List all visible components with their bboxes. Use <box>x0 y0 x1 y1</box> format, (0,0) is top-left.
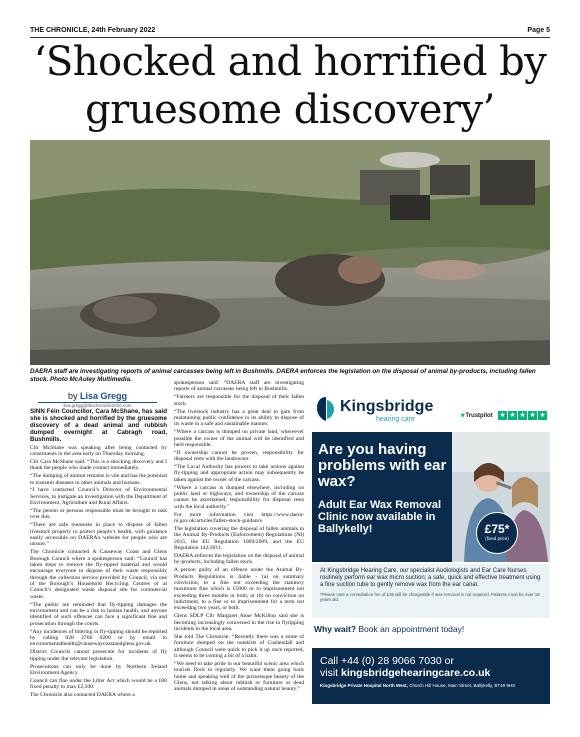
article-paragraph: The Chronicle contacted A Causeway Coast and Glens Borough Council where a spokesperson said: “Council has taken steps to remove the fly-tipped material and would encourage everyone to dispose of their waste responsibly through the collection service provided by Council, via one of the Borough’s Household Recycling Centres or at Council’s designated waste disposal site for commercial waste. <box>30 549 167 600</box>
star-icon: ★ <box>519 411 526 419</box>
article-paragraph: “I have contacted Council’s Director of Environmental Services, to instigate an investigation with the Department of Environment, Agriculture and Rural Affairs. <box>30 487 167 507</box>
price-note: (fixed price) <box>485 536 509 541</box>
article-column-2 <box>174 380 304 694</box>
article-paragraph: She told The Chronicle: “Recently there was a some of furniture dumped on the outskirts of Cushendall and although Council were quick to pick it up once reported, it seems to be coming a bit of a habit. <box>174 633 304 659</box>
article-paragraph: The legislation covering the disposal of fallen animals in the Animal By-Products (Enforcement) Regulations (NI) 2015, the EU Regulation 1069/2009, and the EU Regulation 142/2011. <box>174 525 304 551</box>
masthead-page-number: Page 5 <box>527 27 550 34</box>
article-paragraph: Cllr Cara McShane said: “This is a shocking discovery and I thank the people who made contact immediately. <box>30 458 167 472</box>
article-paragraph: “Any incidences of littering or fly-tipping should be reported by calling 028 2766 0200 or by email to environmentalhealth@causewaycoastandglens.gov.uk. <box>30 628 167 648</box>
advert-phone[interactable]: Call +44 (0) 28 9066 7030 or <box>320 655 454 667</box>
advert-cta <box>312 624 550 634</box>
advert-footnote: *Please note a consultation fee of £35 will be chargeable if wax removal is not required. Patients must be over 18 years old. <box>320 591 540 602</box>
masthead-paper-date: THE CHRONICLE, 24th February 2022 <box>30 27 156 34</box>
article-photo <box>30 140 550 365</box>
article-paragraph: Prosecutions can only be done by Northern Ireland Environment Agency. <box>30 663 167 676</box>
byline-email[interactable]: lisa.gregg@thechronicle2020.com <box>63 403 132 408</box>
photo-caption: DAERA staff are investigating reports of animal carcasses being left in Bushmills. DAERA enforces the legislation on the disposal of animal by-products, including fallen stock. Photo McAuley Multimedia. <box>30 368 536 383</box>
article-paragraph: Cllr McShane was speaking after being contacted by constituents in the area early on Thursday morning. <box>30 444 167 457</box>
star-icon: ★ <box>509 411 516 419</box>
advert-cta-bold: Why wait? <box>314 624 357 634</box>
advert-contact <box>312 648 550 704</box>
article-paragraph: Council can fine under the Litter Act which would be a £80 fixed penalty to max £2,500. <box>30 677 167 691</box>
article-paragraph: “Farmers are responsible for the disposal of their fallen stock. <box>174 394 304 407</box>
article-paragraph: “The dumping of animal remains is vile and has the potential to transmit diseases to other animals and humans. <box>30 473 167 486</box>
article-paragraph: “The public are reminded that fly-tipping damages the environment and can be a risk to human health, and anyone identified of such offences can face a significant fine and prosecution through the courts. <box>30 601 167 627</box>
kingsbridge-advert <box>312 384 550 706</box>
advert-headline: Are you having problems with ear wax? <box>318 441 447 490</box>
advert-hero <box>312 432 550 562</box>
article-paragraph: A person guilty of an offence under the Animal By-Products Regulations is liable - (a) on summary conviction, to a fine not exceeding the statutory maximum fine which is £5000 or to imprisonment not exceeding three months or both; or (b) on conviction on indictment, to a fine or to imprisonment for a term not exceeding two years, or both. <box>174 567 304 612</box>
advert-address: Kingsbridge Private Hospital North West, Church Hill House, Main Street, Ballykelly, BT49 9HS <box>320 683 516 688</box>
trustpilot-label: ★Trustpilot <box>460 413 493 419</box>
advert-logo-row <box>312 384 550 430</box>
article-paragraph: “There are safe measures in place to dispose of fallen livestock properly to protect people’s health, with guidance easily accessible on DAERA’s website for people who are unsure.” <box>30 522 167 548</box>
masthead <box>30 27 550 37</box>
roadside-carcass-photo <box>30 140 550 365</box>
trustpilot-star-icon: ★ <box>460 413 466 419</box>
advert-brand: Kingsbridge <box>340 398 434 415</box>
article-paragraph: “The livestock industry has a great deal to gain from maintaining public confidence in its ability to dispose of its waste in a safe and sustainable manner. <box>174 408 304 428</box>
article-paragraph: “The Local Authority has powers to take actions against fly-tipping and appropriate action may subsequently be taken against the owner of the carcass. <box>174 464 304 483</box>
advert-website-url[interactable]: kingsbridgehearingcare.co.uk <box>341 667 491 679</box>
article-lead: SINN Féin Councillor, Cara McShane, has said she is shocked and horrified by the gruesome discovery of a dead animal and rubbish dumped overnight at Cabragh road, Bushmills. <box>30 408 167 443</box>
article-paragraph: “We need to take pride in our beautiful scenic area which tourists flock to regularly. We want them going back home and speaking well of the picturesque beauty of the Glens, not talking about rubbish or furniture or dead animals dumped in areas of outstanding natural beauty.” <box>174 660 304 693</box>
article-paragraph: District Councils cannot prosecute for incidents of fly tipping under the relevant legislation. <box>30 649 167 662</box>
advert-info-text: At Kingsbridge Hearing Care, our specialist Audiologists and Ear Care Nurses routinely perform ear wax micro suction; a safe, quick and effective treatment using a fine suction tube to gently remove wax from the ear canal. <box>320 568 541 589</box>
article-paragraph: “The person or persons responsible must be brought to task over this. <box>30 508 167 521</box>
price-amount: £75* <box>484 522 510 536</box>
star-icon: ★ <box>529 411 536 419</box>
article-paragraph: Glens SDLP Cllr Margaret Anne McKillop said she is becoming increasingly concerned in the rise in flytipping incidents in the local area. <box>174 613 304 632</box>
article-paragraph: The Chronicle also contacted DAERA where a <box>30 692 135 699</box>
byline-author: Lisa Gregg <box>80 391 128 401</box>
byline <box>30 391 165 408</box>
advert-cta-rest: Book an appointment today! <box>356 624 465 634</box>
article-paragraph: “If ownership cannot be proven, responsibility for disposal rests with the landowner. <box>174 449 304 463</box>
article-paragraph: DAERA enforces the legislation on the disposal of animal by-products, including fallen stock. <box>174 552 304 566</box>
article-paragraph: spokesperson said: “DAERA staff are investigating reports of animal carcasses being left in Bushmills. <box>174 380 304 393</box>
advert-subhead: Adult Ear Wax Removal Clinic now available in Ballykelly! <box>318 499 442 535</box>
article-paragraph: For more information visit https://www.daera-ni.gov.uk/articles/fallen-stock-guidance <box>174 511 304 525</box>
star-icon: ★ <box>539 411 546 419</box>
article-paragraph: “Where a carcass is dumped elsewhere, including on public land or highways, and ownership of the carcass cannot be ascertained, responsibility for disposal rests with the local authority.” <box>174 484 304 510</box>
star-icon: ★ <box>499 411 506 419</box>
trustpilot-stars <box>498 411 547 420</box>
price-badge <box>476 512 518 554</box>
advert-brand-sub: hearing care <box>376 416 415 423</box>
kingsbridge-logo-icon <box>316 396 336 422</box>
article-column-1 <box>30 408 167 700</box>
article-paragraph: “Where a carcass is dumped on private land, whereever possible the owner of the animal will be identified and held responsible. <box>174 429 304 448</box>
article-headline: ‘Shocked and horrified by gruesome discovery’ <box>33 39 547 133</box>
byline-prefix: by <box>67 391 78 401</box>
advert-info-box <box>312 564 550 618</box>
advert-website[interactable]: visit kingsbridgehearingcare.co.uk <box>320 667 491 679</box>
